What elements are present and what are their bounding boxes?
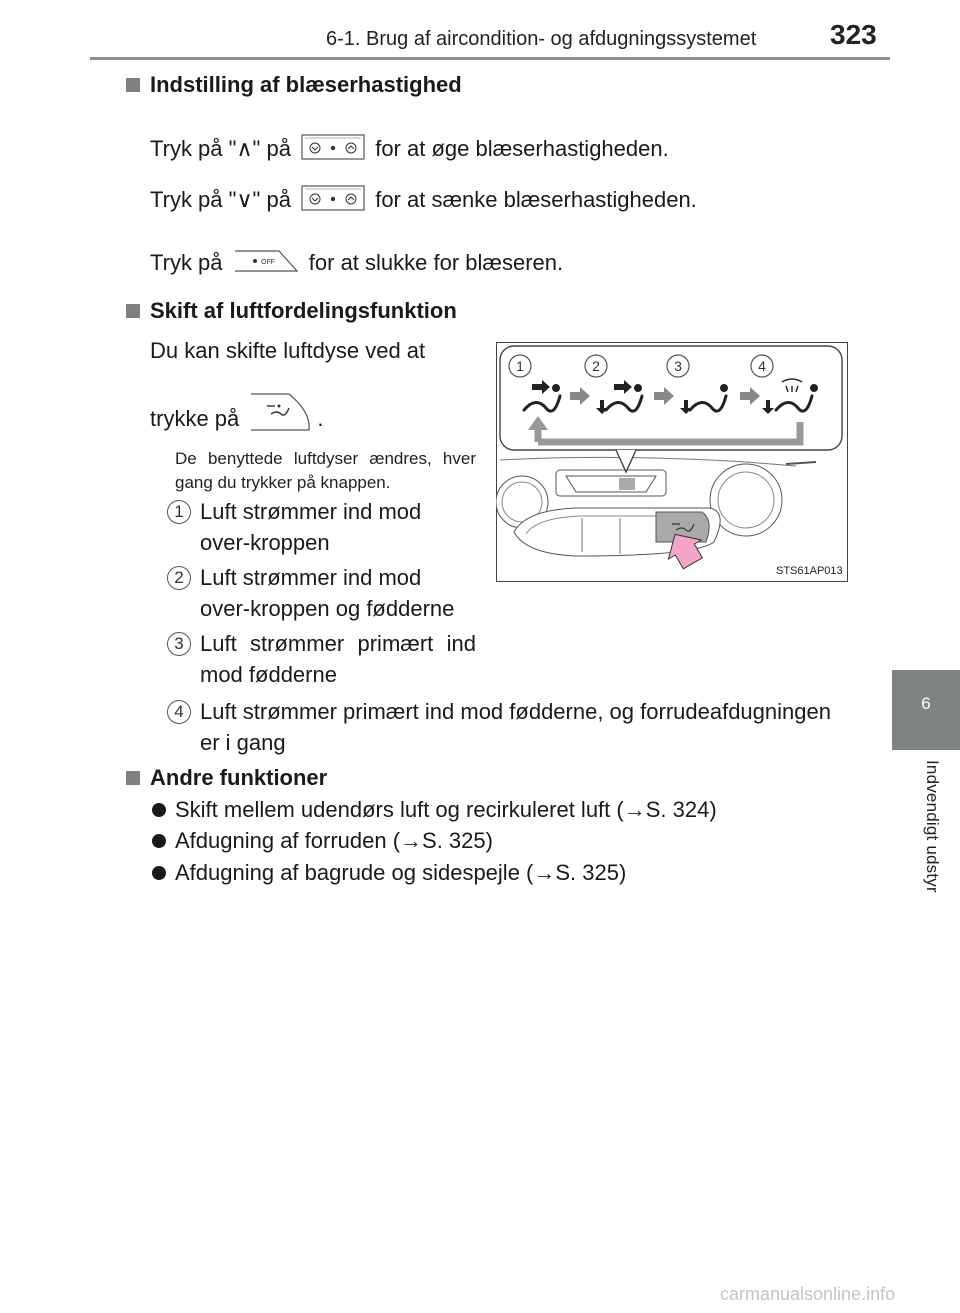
fan-off-line [150, 247, 563, 281]
watermark: carmanualsonline.info [720, 1284, 896, 1304]
fan-down-text-a: Tryk på "∨" på [150, 186, 291, 212]
page-number: 323 [830, 19, 877, 50]
other-item-windshield: Afdugning af forruden (→S. 325) [175, 828, 493, 853]
page-header [0, 0, 960, 62]
chapter-tab-number: 6 [921, 694, 931, 713]
item-number-badge: 2 [167, 566, 191, 590]
airflow-item-2: Luft strømmer ind mod over-kroppen og fødderne [200, 565, 455, 621]
fan-off-text-a: Tryk på [150, 249, 223, 275]
figure-label-2: 2 [592, 358, 600, 374]
figure-label-1: 1 [516, 358, 524, 374]
section-bullet-square [126, 771, 140, 785]
fan-off-button-icon [233, 247, 299, 281]
figure-label-4: 4 [758, 358, 766, 374]
mode-button-icon [249, 392, 313, 438]
airflow-intro-line1: Du kan skifte luftdyse ved at [150, 338, 426, 363]
svg-text:OFF: OFF [260, 259, 275, 266]
fan-speed-line-down [150, 185, 697, 217]
fan-down-text-b: for at sænke blæserhastigheden. [375, 186, 697, 212]
airflow-item-3: Luft strømmer primært ind mod fødderne [200, 631, 476, 687]
item-number-badge: 4 [167, 700, 191, 724]
airflow-item-4: Luft strømmer primært ind mod fødderne, og forrudeafdugningen er i gang [200, 699, 831, 755]
other-item-rear-window: Afdugning af bagrude og sidespejle (→S. 325) [175, 860, 627, 885]
item-number-badge: 3 [167, 632, 191, 656]
fan-speed-line-up [150, 134, 669, 166]
airflow-note: De benyttede luftdyser ændres, hver gang du trykker på knappen. [175, 449, 476, 492]
fan-up-text-a: Tryk på "∧" på [150, 135, 291, 161]
bullet-dot [152, 834, 166, 848]
item-number-badge: 1 [167, 500, 191, 524]
fan-up-text-b: for at øge blæserhastigheden. [375, 135, 669, 161]
section-bullet-square [126, 304, 140, 318]
bullet-dot [152, 803, 166, 817]
heading-fan-speed: Indstilling af blæserhastighed [150, 72, 462, 97]
heading-airflow: Skift af luftfordelingsfunktion [150, 298, 457, 323]
fan-speed-button-icon [301, 134, 365, 166]
heading-other-functions: Andre funktioner [150, 765, 328, 790]
chapter-tab-label: Indvendigt udstyr [923, 760, 942, 893]
other-item-recirculation: Skift mellem udendørs luft og recirkuleret luft (→S. 324) [175, 797, 717, 822]
header-rule [90, 57, 890, 60]
airflow-mode-illustration [496, 342, 848, 582]
chapter-title: 6-1. Brug af aircondition- og afdugningssystemet [326, 28, 757, 50]
figure-label-3: 3 [674, 358, 682, 374]
chapter-tab [892, 670, 960, 750]
section-bullet-square [126, 78, 140, 92]
figure-code: STS61AP013 [776, 565, 843, 577]
airflow-intro-text: trykke på [150, 406, 240, 431]
bullet-dot [152, 866, 166, 880]
airflow-intro-end: . [317, 406, 324, 431]
airflow-item-1: Luft strømmer ind mod over-kroppen [200, 499, 422, 555]
fan-off-text-b: for at slukke for blæseren. [308, 249, 564, 275]
airflow-intro-line2 [150, 392, 324, 438]
fan-speed-button-icon [301, 185, 365, 217]
